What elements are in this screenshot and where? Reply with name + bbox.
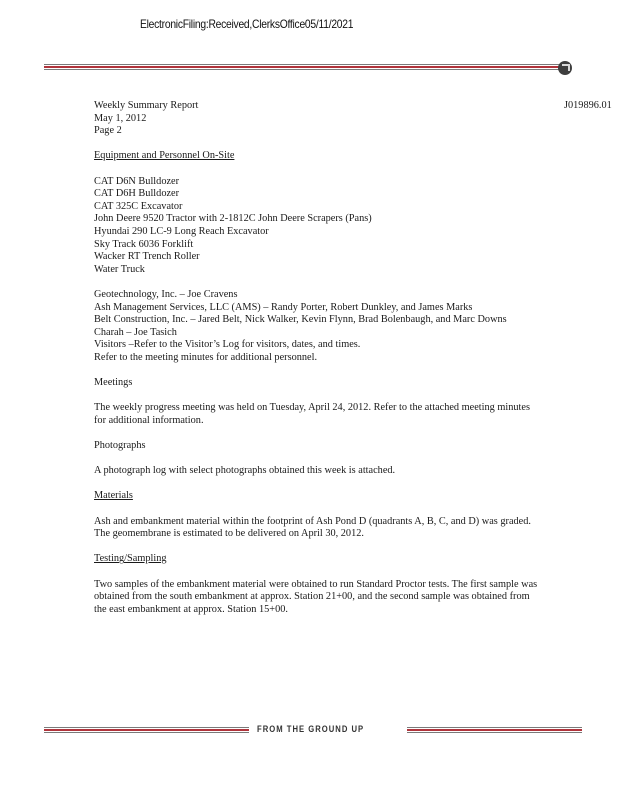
- list-item: Wacker RT Trench Roller: [94, 251, 200, 263]
- list-item: Hyundai 290 LC-9 Long Reach Excavator: [94, 225, 269, 237]
- list-item: Ash Management Services, LLC (AMS) – Randy Porter, Robert Dunkley, and James Marks: [94, 301, 473, 313]
- testing-text: Two samples of the embankment material were obtained to run Standard Proctor tests. The first sample was obtained from the south embankment at approx. Station 21+00, and the second sample was obtained from the east embankment at approx. Station 15+00.: [94, 578, 538, 615]
- page-number: Page 2: [94, 125, 122, 137]
- photographs-heading: Photographs: [94, 440, 146, 452]
- document-id: J019896.01: [564, 100, 612, 111]
- filing-stamp: ElectronicFiling:Received,ClerksOffice05/11/2021: [140, 17, 354, 31]
- list-item: Charah – Joe Tasich: [94, 326, 177, 338]
- equipment-list: [94, 176, 554, 277]
- list-item: Geotechnology, Inc. – Joe Cravens: [94, 288, 238, 300]
- personnel-list: [94, 289, 554, 365]
- list-item: Visitors –Refer to the Visitor’s Log for visitors, dates, and times.: [94, 339, 361, 351]
- list-item: Sky Track 6036 Forklift: [94, 238, 194, 250]
- footer-rule: [44, 724, 582, 738]
- list-item: Belt Construction, Inc. – Jared Belt, Nick Walker, Kevin Flynn, Brad Bolenbaugh, and Marc Downs: [94, 314, 507, 326]
- list-item: CAT 325C Excavator: [94, 200, 183, 212]
- materials-heading: Materials: [94, 490, 133, 502]
- meetings-heading: Meetings: [94, 377, 133, 389]
- materials-text: Ash and embankment material within the footprint of Ash Pond D (quadrants A, B, C, and D) was graded. The geomembrane is estimated to be delivered on April 30, 2012.: [94, 515, 531, 540]
- list-item: John Deere 9520 Tractor with 2-1812C John Deere Scrapers (Pans): [94, 213, 372, 225]
- footer-tagline: FROM THE GROUND UP: [257, 724, 365, 734]
- equipment-heading: Equipment and Personnel On-Site: [94, 150, 235, 162]
- report-date: May 1, 2012: [94, 112, 147, 124]
- report-body: [94, 100, 612, 616]
- list-item: CAT D6N Bulldozer: [94, 175, 180, 187]
- meetings-text: The weekly progress meeting was held on Tuesday, April 24, 2012. Refer to the attached meeting minutes for additional information.: [94, 402, 530, 426]
- list-item: Refer to the meeting minutes for additional personnel.: [94, 351, 318, 363]
- report-title: Weekly Summary Report: [94, 100, 199, 111]
- testing-heading: Testing/Sampling: [94, 553, 167, 565]
- header-rule: [44, 64, 562, 72]
- photographs-text: A photograph log with select photographs obtained this week is attached.: [94, 465, 396, 477]
- company-logo-icon: [558, 61, 572, 75]
- list-item: Water Truck: [94, 263, 145, 275]
- list-item: CAT D6H Bulldozer: [94, 188, 180, 200]
